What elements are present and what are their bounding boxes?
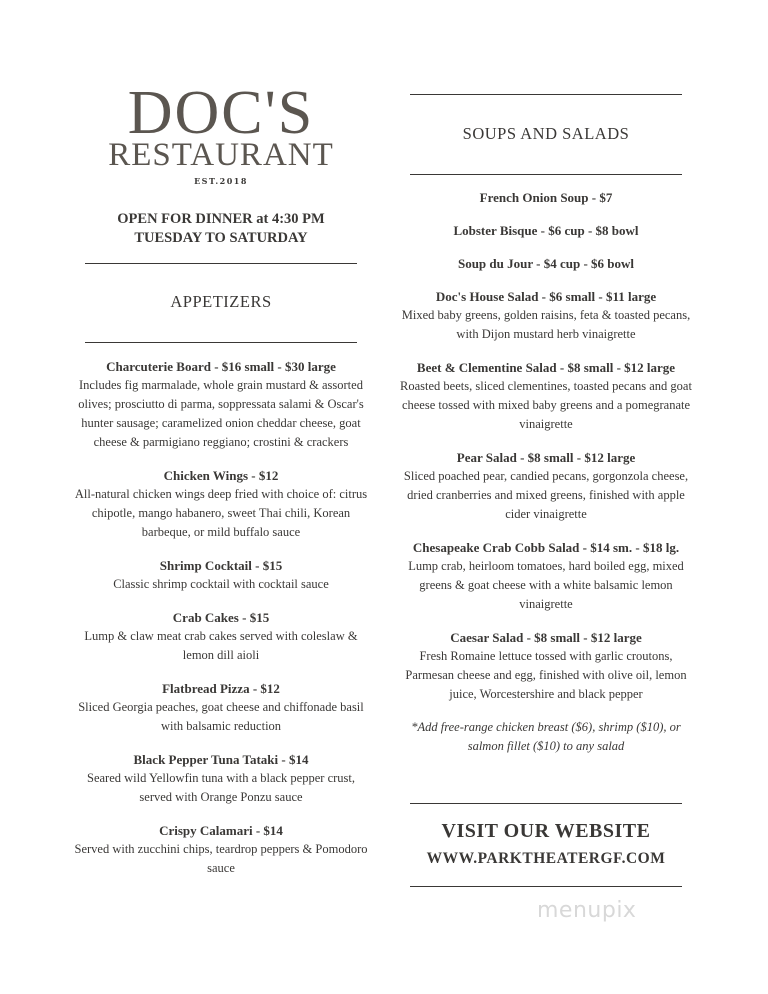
- menu-item: [70, 679, 372, 736]
- item-description: Sliced poached pear, candied pecans, gorgonzola cheese, dried cranberries and mixed greens, finished with apple cider vinaigrette: [403, 469, 689, 521]
- item-name: Shrimp Cocktail - $15: [159, 558, 283, 573]
- item-name: Flatbread Pizza - $12: [162, 681, 280, 696]
- menu-item: [395, 188, 697, 207]
- menu-item: [70, 608, 372, 665]
- watermark-logo: menupix: [537, 898, 637, 923]
- appetizers-title: APPETIZERS: [170, 292, 272, 311]
- item-description: All-natural chicken wings deep fried with choice of: citrus chipotle, mango habanero, sweet Thai chili, Korean barbeque, or mild buffalo sauce: [74, 487, 368, 539]
- item-name: Chicken Wings - $12: [163, 468, 279, 483]
- menu-item: [70, 357, 372, 452]
- item-name: Doc's House Salad - $6 small - $11 large: [435, 289, 657, 304]
- restaurant-logo: [70, 79, 372, 186]
- soups-salads-title: SOUPS AND SALADS: [462, 124, 630, 143]
- divider: [85, 342, 357, 343]
- appetizers-list: [70, 357, 372, 892]
- menu-item: [395, 358, 697, 434]
- menu-item: [70, 750, 372, 807]
- divider: [410, 803, 682, 804]
- item-description: Classic shrimp cocktail with cocktail sauce: [113, 577, 329, 591]
- item-name: Beet & Clementine Salad - $8 small - $12 large: [416, 360, 676, 375]
- menu-item: [70, 556, 372, 594]
- item-name: Lobster Bisque - $6 cup - $8 bowl: [453, 223, 639, 238]
- menu-item: [395, 448, 697, 524]
- menu-item: [70, 466, 372, 542]
- item-description: Sliced Georgia peaches, goat cheese and chiffonade basil with balsamic reduction: [78, 700, 364, 733]
- menu-item: [395, 254, 697, 273]
- visit-website-heading: VISIT OUR WEBSITE: [441, 820, 651, 842]
- salad-addon-note: *Add free-range chicken breast ($6), shrimp ($10), or salmon fillet ($10) to any salad: [411, 720, 681, 753]
- item-name: Charcuterie Board - $16 small - $30 large: [106, 359, 336, 374]
- item-description: Lump & claw meat crab cakes served with coleslaw & lemon dill aioli: [84, 629, 358, 662]
- hours-line-2: TUESDAY TO SATURDAY: [134, 230, 308, 246]
- item-description: Seared wild Yellowfin tuna with a black pepper crust, served with Orange Ponzu sauce: [87, 771, 355, 804]
- item-description: Lump crab, heirloom tomatoes, hard boiled egg, mixed greens & goat cheese with a white balsamic lemon vinaigrette: [408, 559, 684, 611]
- logo-subtitle: RESTAURANT: [108, 137, 334, 173]
- soups-salads-list: [395, 188, 697, 756]
- item-name: Soup du Jour - $4 cup - $6 bowl: [457, 256, 635, 271]
- menu-item: [70, 821, 372, 878]
- menu-item: [395, 221, 697, 240]
- divider: [410, 174, 682, 175]
- menu-item: [395, 287, 697, 344]
- menu-item: [395, 538, 697, 614]
- website-link[interactable]: WWW.PARKTHEATERGF.COM: [426, 850, 666, 867]
- item-name: Chesapeake Crab Cobb Salad - $14 sm. - $18 lg.: [412, 540, 680, 555]
- item-name: Black Pepper Tuna Tataki - $14: [133, 752, 309, 767]
- item-description: Fresh Romaine lettuce tossed with garlic croutons, Parmesan cheese and egg, finished with olive oil, lemon juice, Worcestershire and black pepper: [405, 649, 687, 701]
- item-description: Includes fig marmalade, whole grain mustard & assorted olives; prosciutto di parma, soppressata salami & Oscar's hunter sausage; caramelized onion cheddar cheese, goat cheese & parmigiano reggiano; crostini & crackers: [78, 378, 364, 449]
- item-description: Served with zucchini chips, teardrop peppers & Pomodoro sauce: [74, 842, 368, 875]
- logo-established: EST.2018: [194, 176, 248, 186]
- logo-name: DOC'S: [127, 79, 315, 147]
- divider: [410, 94, 682, 95]
- item-name: Caesar Salad - $8 small - $12 large: [450, 630, 642, 645]
- divider: [410, 886, 682, 887]
- item-name: French Onion Soup - $7: [479, 190, 613, 205]
- hours-line-1: OPEN FOR DINNER at 4:30 PM: [117, 211, 325, 227]
- menu-item: [395, 628, 697, 704]
- item-name: Crab Cakes - $15: [172, 610, 270, 625]
- item-description: Roasted beets, sliced clementines, toasted pecans and goat cheese tossed with mixed baby greens and a pomegranate vinaigrette: [400, 379, 692, 431]
- item-name: Pear Salad - $8 small - $12 large: [456, 450, 636, 465]
- opening-hours: [70, 210, 372, 248]
- divider: [85, 263, 357, 264]
- item-description: Mixed baby greens, golden raisins, feta & toasted pecans, with Dijon mustard herb vinaigrette: [401, 308, 691, 341]
- item-name: Crispy Calamari - $14: [159, 823, 283, 838]
